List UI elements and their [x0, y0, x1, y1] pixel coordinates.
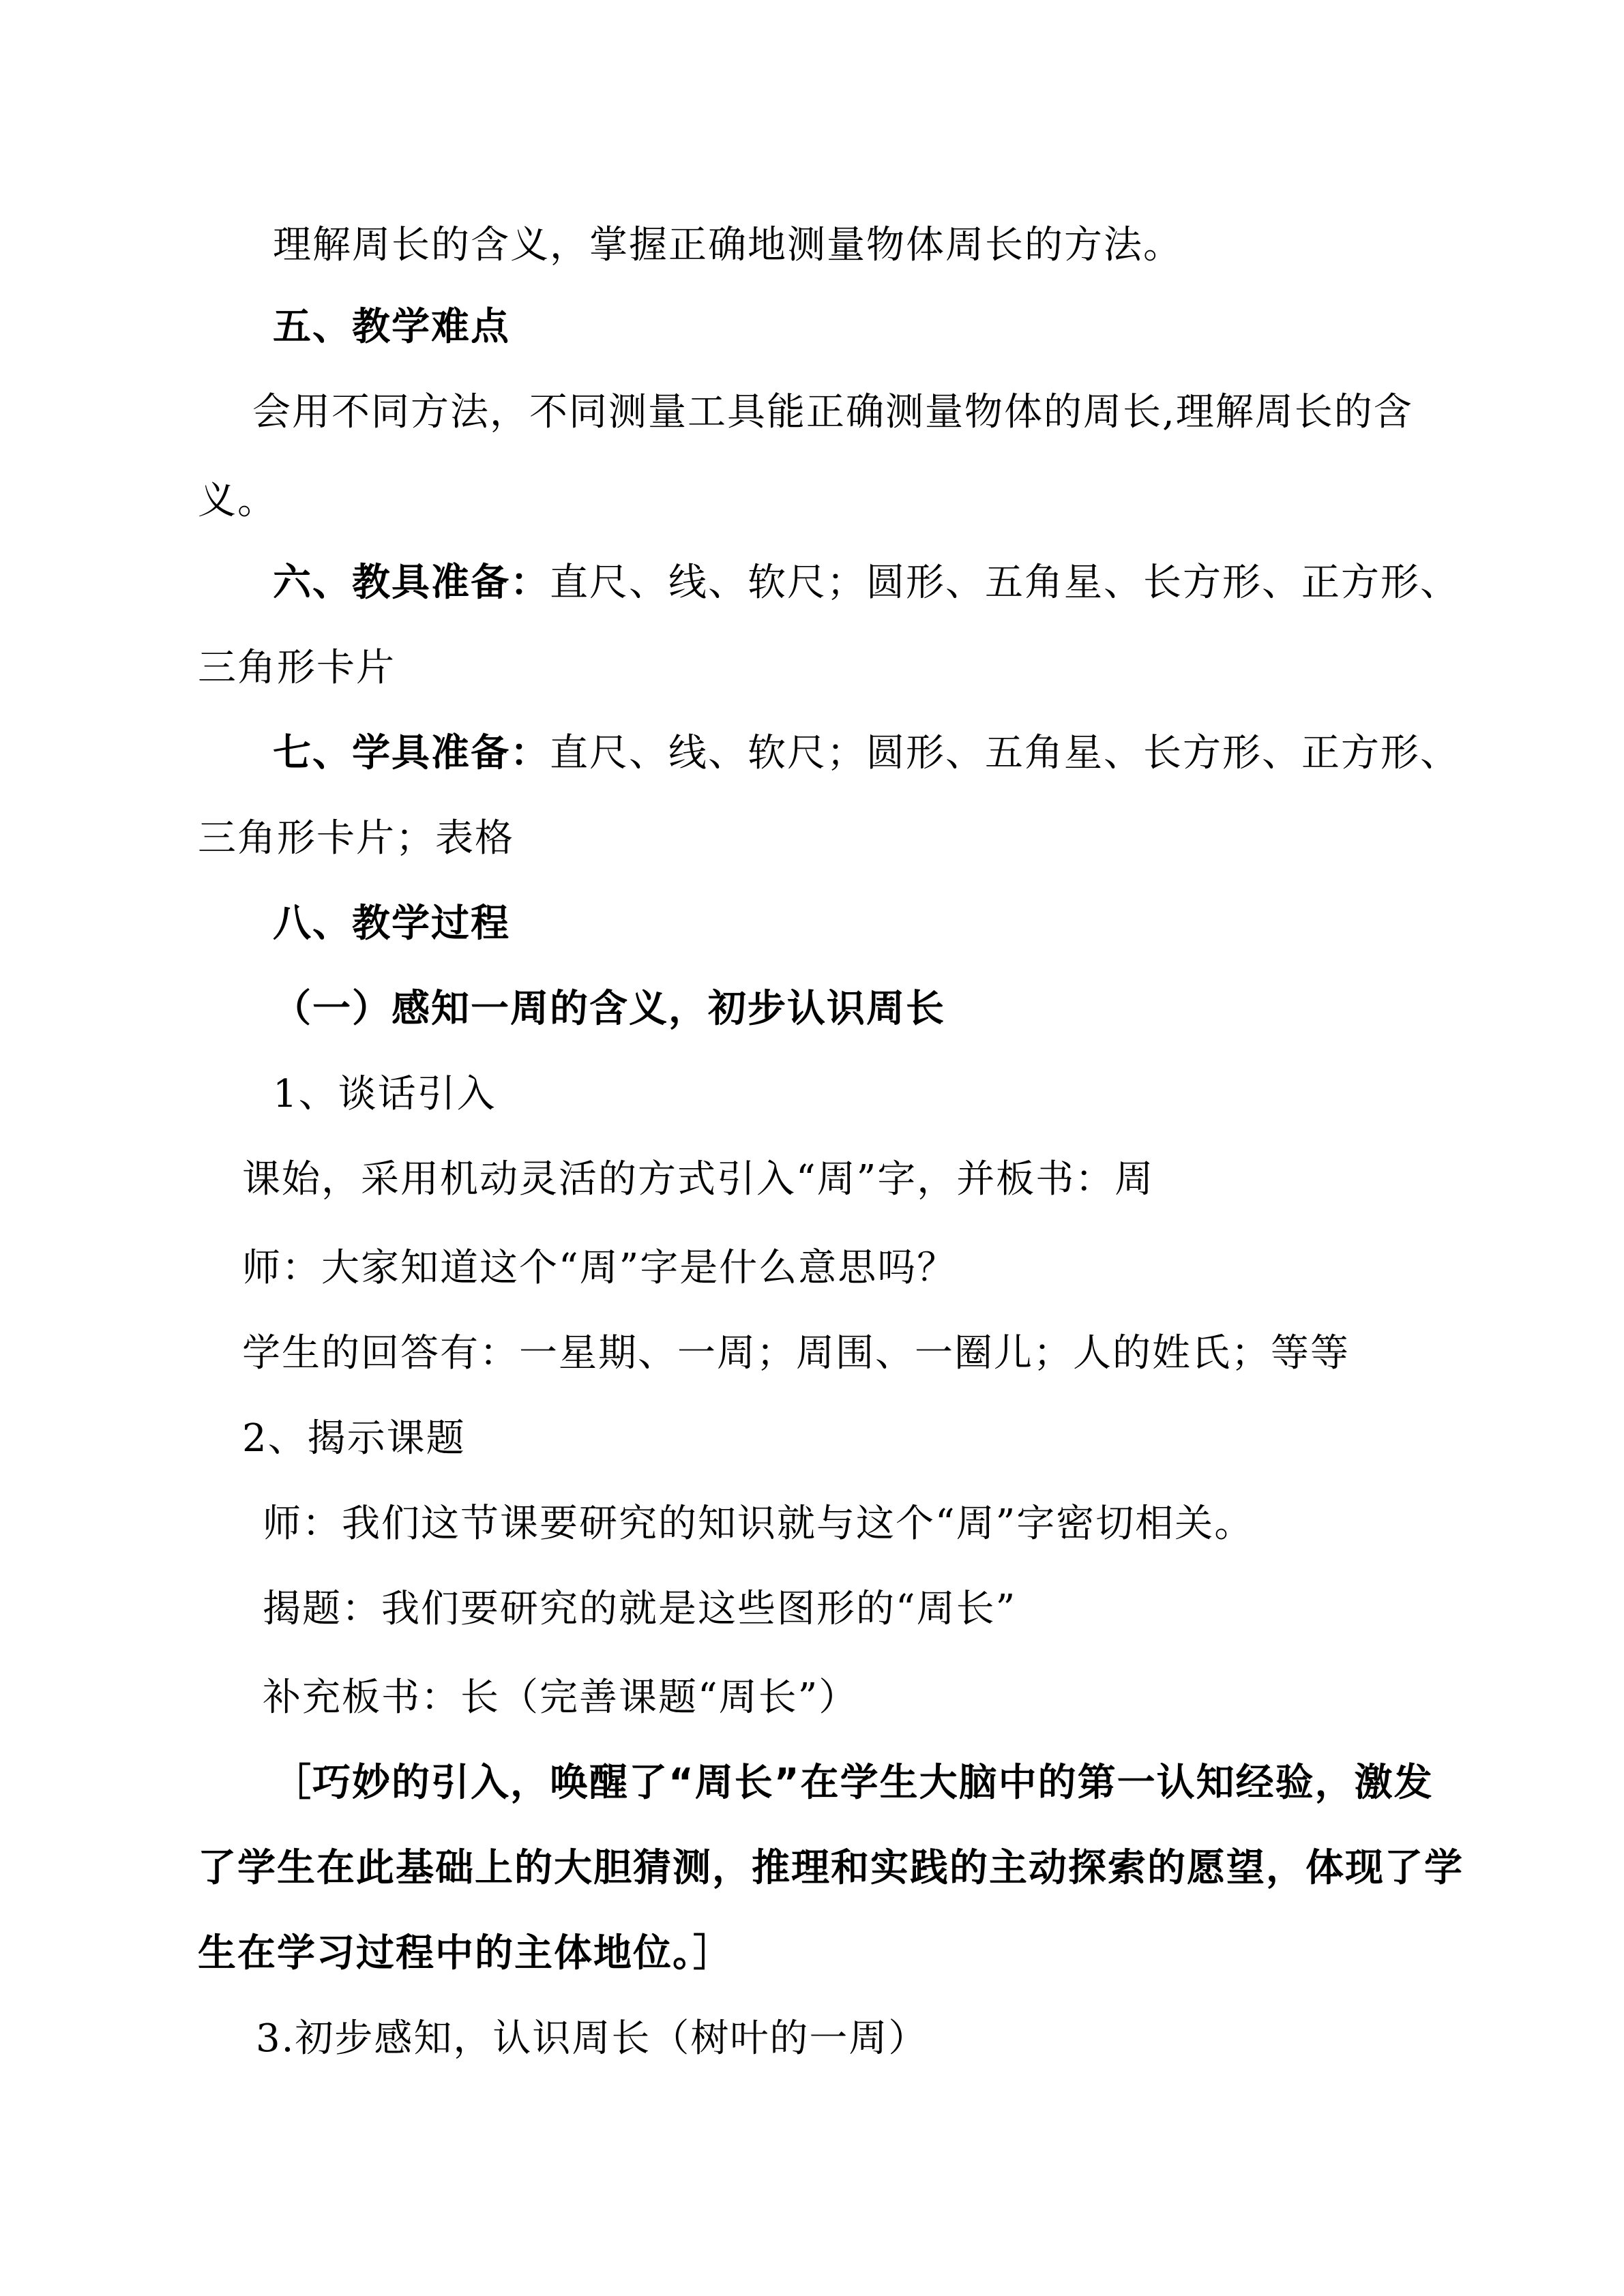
heading-seven: 七、学具准备： [273, 731, 550, 775]
text-line-18: 补充板书：长（完善课题“周长”） [263, 1675, 859, 1720]
text-line-14: 学生的回答有：一星期、一周；周围、一圈儿；人的姓氏；等等 [242, 1331, 1350, 1375]
text-line-6: 三角形卡片 [198, 646, 396, 690]
text-line-1: 理解周长的含义，掌握正确地测量物体周长的方法。 [273, 223, 1183, 267]
heading-six: 六、教具准备： [273, 561, 550, 605]
comment-line-1: ［巧妙的引入，唤醒了“周长”在学生大脑中的第一认知经验，激发 [273, 1761, 1434, 1805]
learning-tools-text: 直尺、线、软尺；圆形、五角星、长方形、正方形、 [550, 731, 1460, 775]
heading-five: 五、教学难点 [273, 305, 510, 349]
comment-line-2: 了学生在此基础上的大胆猜测，推理和实践的主动探索的愿望，体现了学 [198, 1846, 1464, 1890]
text-line-8: 三角形卡片；表格 [198, 816, 514, 861]
teaching-tools-text: 直尺、线、软尺；圆形、五角星、长方形、正方形、 [550, 561, 1460, 605]
text-line-13: 师：大家知道这个“周”字是什么意思吗？ [242, 1246, 957, 1290]
text-line-16: 师：我们这节课要研究的知识就与这个“周”字密切相关。 [263, 1502, 1254, 1546]
heading-eight: 八、教学过程 [273, 901, 510, 946]
text-line-17: 揭题：我们要研究的就是这些图形的“周长” [263, 1587, 1017, 1631]
text-line-7 [273, 730, 1460, 777]
comment-line-3: 生在学习过程中的主体地位。］ [198, 1931, 733, 1976]
text-line-4: 义。 [198, 479, 277, 523]
text-line-5 [273, 559, 1460, 607]
step-3-title: 3.初步感知，认识周长（树叶的一周） [256, 2016, 928, 2061]
step-2-title: 2、揭示课题 [242, 1416, 466, 1461]
text-line-12: 课始，采用机动灵活的方式引入“周”字，并板书：周 [242, 1157, 1155, 1202]
step-1-title: 1、谈话引入 [273, 1072, 497, 1116]
section-one-heading: （一）感知一周的含义，初步认识周长 [273, 987, 945, 1031]
text-line-3: 会用不同方法，不同测量工具能正确测量物体的周长,理解周长的含 [252, 390, 1413, 434]
